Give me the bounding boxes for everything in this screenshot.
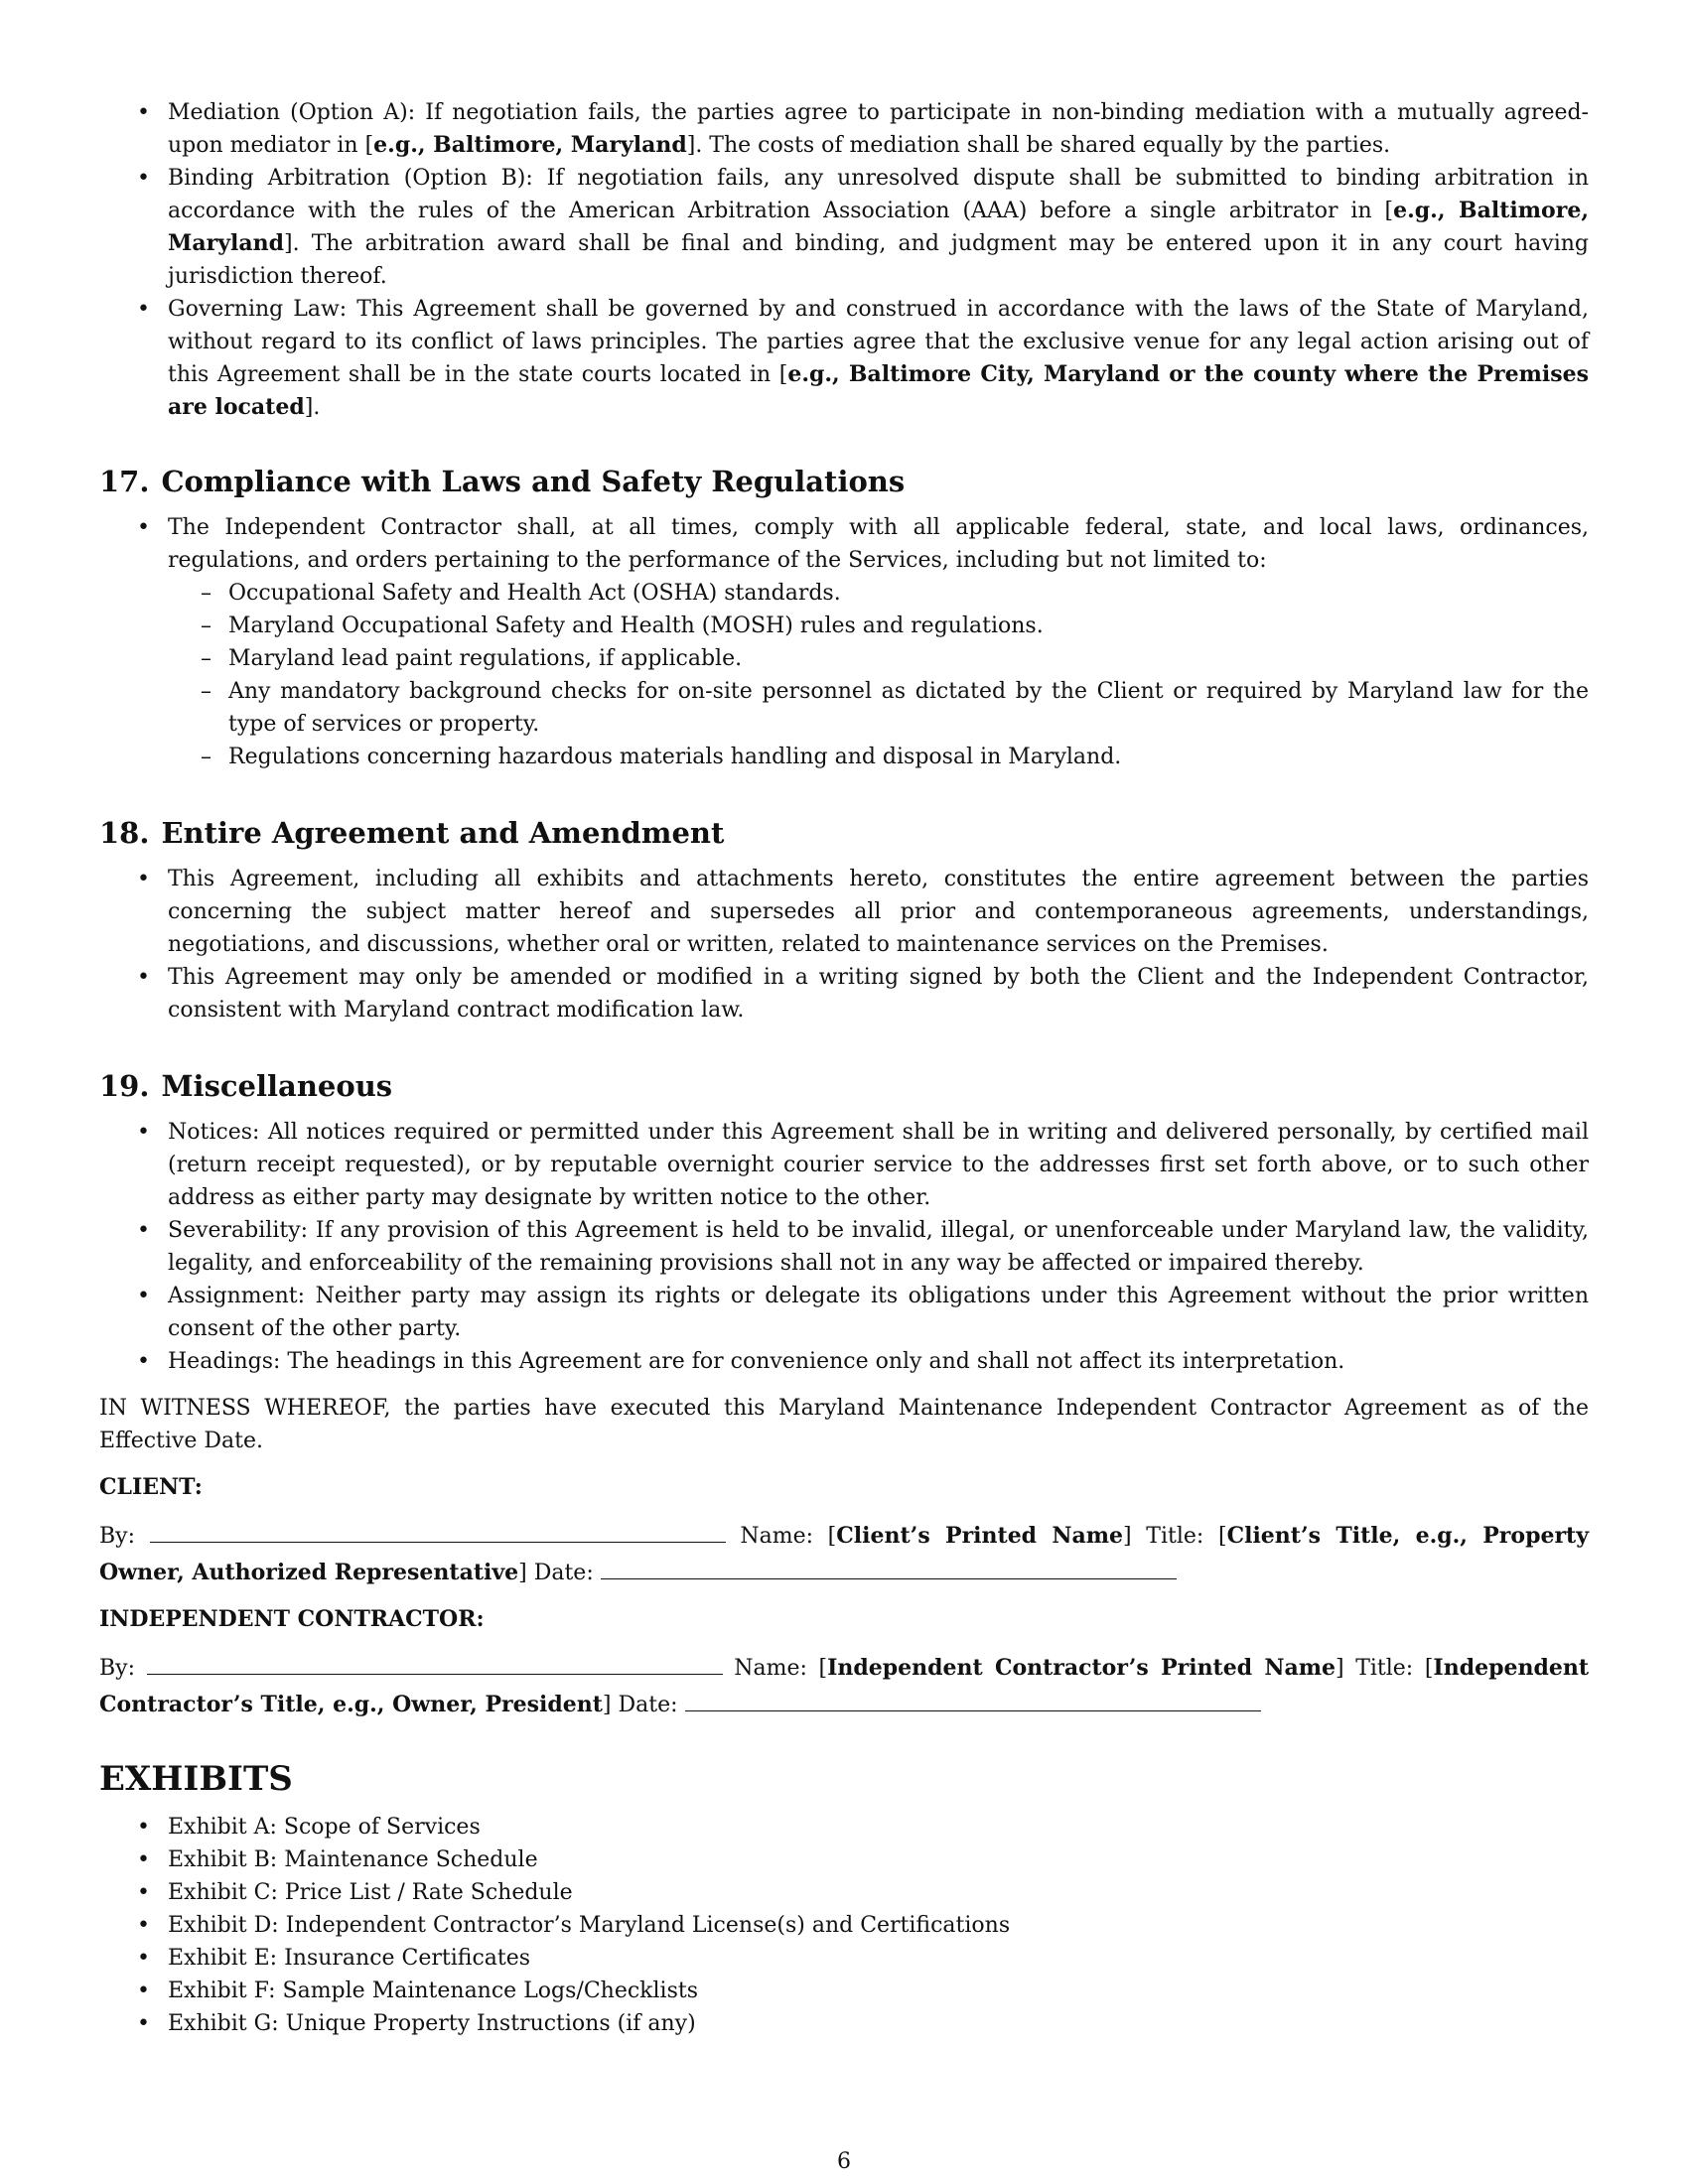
client-signature-line[interactable] xyxy=(150,1516,726,1543)
client-date-line[interactable] xyxy=(601,1553,1177,1579)
sublist-item: – Maryland Occupational Safety and Health (MOSH) rules and regulations. xyxy=(168,610,1589,642)
list-item: • This Agreement may only be amended or modified in a writing signed by both the Client and the Independent Contractor, consistent with Maryland contract modification law. xyxy=(99,961,1589,1026)
section-heading-17: 17. Compliance with Laws and Safety Regulations xyxy=(99,465,906,498)
list-item: • Severability: If any provision of this Agreement is held to be invalid, illegal, or unenforceable under Maryland law, the validity, legality, and enforceability of the remaining provisions shall not in any way be affected or impaired thereby. xyxy=(99,1214,1589,1280)
section-19-list xyxy=(99,1116,1589,1378)
sublist-item: – Any mandatory background checks for on-site personnel as dictated by the Client or required by Maryland law for the type of services or property. xyxy=(168,675,1589,741)
exhibits-list xyxy=(99,1811,1589,2040)
exhibit-item: • Exhibit F: Sample Maintenance Logs/Checklists xyxy=(99,1975,1589,2007)
contractor-date-line[interactable] xyxy=(685,1685,1261,1711)
exhibits-heading: EXHIBITS xyxy=(99,1759,293,1799)
compliance-sublist xyxy=(168,577,1589,773)
section-18-list xyxy=(99,863,1589,1026)
section-17-list xyxy=(99,511,1589,773)
sublist-item: – Regulations concerning hazardous materials handling and disposal in Maryland. xyxy=(168,741,1589,773)
exhibit-item: • Exhibit E: Insurance Certificates xyxy=(99,1942,1589,1975)
exhibit-item: • Exhibit C: Price List / Rate Schedule xyxy=(99,1876,1589,1909)
sublist-item: – Occupational Safety and Health Act (OSHA) standards. xyxy=(168,577,1589,610)
dispute-resolution-list xyxy=(99,96,1589,424)
list-item: • Headings: The headings in this Agreement are for convenience only and shall not affect its interpretation. xyxy=(99,1345,1589,1378)
list-item: • Notices: All notices required or permitted under this Agreement shall be in writing and delivered personally, by certified mail (return receipt requested), or by reputable overnight courier service to the addresses first set forth above, or to such other address as either party may designate by written notice to the other. xyxy=(99,1116,1589,1214)
sublist-item: – Maryland lead paint regulations, if applicable. xyxy=(168,642,1589,675)
exhibit-item: • Exhibit A: Scope of Services xyxy=(99,1811,1589,1843)
contractor-signature-line[interactable] xyxy=(147,1648,723,1675)
exhibit-item: • Exhibit D: Independent Contractor’s Maryland License(s) and Certifications xyxy=(99,1909,1589,1942)
witness-clause: IN WITNESS WHEREOF, the parties have executed this Maryland Maintenance Independent Contractor Agreement as of the Effective Date. xyxy=(99,1396,1589,1453)
client-signature-block: By: Name: [Client’s Printed Name] Title: [Client’s Title, e.g., Property Owner, Authorized Representative] Date: xyxy=(99,1516,1589,1589)
contractor-label: INDEPENDENT CONTRACTOR: xyxy=(99,1606,485,1632)
exhibit-item: • Exhibit G: Unique Property Instructions (if any) xyxy=(99,2007,1589,2040)
section-heading-18: 18. Entire Agreement and Amendment xyxy=(99,816,725,850)
list-item: • This Agreement, including all exhibits and attachments hereto, constitutes the entire agreement between the parties concerning the subject matter hereof and supersedes all prior and contemporaneous agreements, understandings, negotiations, and discussions, whether oral or written, related to maintenance services on the Premises. xyxy=(99,863,1589,961)
list-item: • The Independent Contractor shall, at all times, comply with all applicable federal, state, and local laws, ordinances, regulations, and orders pertaining to the performance of the Services, including but not limited to: – Occupational Safety and Health Act (OSHA) standards. – Maryland Occupational Safety and Health (MOSH) rules and regulations. – Maryland lead paint regulations, if applicable. – Any mandatory background checks for on-site personnel as dictated by the Client or required by Maryland law for the type of services or property. – Regulations concerning hazardous materials handling and disposal in Maryland. xyxy=(99,511,1589,773)
list-item-governing-law: • Governing Law: This Agreement shall be governed by and construed in accordance with the laws of the State of Maryland, without regard to its conflict of laws principles. The parties agree that the exclusive venue for any legal action arising out of this Agreement shall be in the state courts located in [e.g., Baltimore City, Maryland or the county where the Premises are located]. xyxy=(99,293,1589,424)
document-page xyxy=(99,96,1589,2040)
list-item-mediation: • Mediation (Option A): If negotiation fails, the parties agree to participate in non-binding mediation with a mutually agreed-upon mediator in [e.g., Baltimore, Maryland]. The costs of mediation shall be shared equally by the parties. xyxy=(99,96,1589,162)
page-number: 6 xyxy=(837,2149,851,2174)
exhibit-item: • Exhibit B: Maintenance Schedule xyxy=(99,1843,1589,1876)
list-item-arbitration: • Binding Arbitration (Option B): If negotiation fails, any unresolved dispute shall be submitted to binding arbitration in accordance with the rules of the American Arbitration Association (AAA) before a single arbitrator in [e.g., Baltimore, Maryland]. The arbitration award shall be final and binding, and judgment may be entered upon it in any court having jurisdiction thereof. xyxy=(99,162,1589,293)
list-item: • Assignment: Neither party may assign its rights or delegate its obligations under this Agreement without the prior written consent of the other party. xyxy=(99,1280,1589,1345)
client-label: CLIENT: xyxy=(99,1474,203,1500)
section-heading-19: 19. Miscellaneous xyxy=(99,1069,393,1103)
contractor-signature-block: By: Name: [Independent Contractor’s Printed Name] Title: [Independent Contractor’s Title, e.g., Owner, President] Date: xyxy=(99,1648,1589,1721)
